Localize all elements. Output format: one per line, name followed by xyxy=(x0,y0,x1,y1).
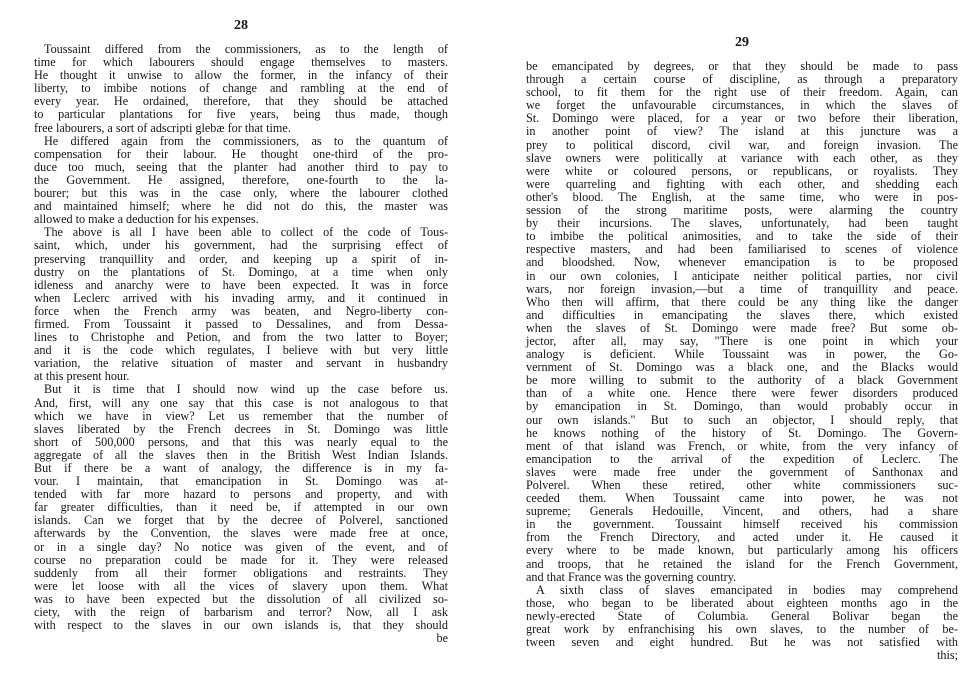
text-line: slave owners were politically at variance with each other, as they xyxy=(526,150,958,165)
text-line: with respect to the slaves in our own islands is, that they should xyxy=(34,618,448,633)
text-line: time for which labourers should engage themselves to masters. xyxy=(34,55,448,70)
page-number: 28 xyxy=(234,18,248,33)
text-line: short of 500,000 persons, and that this was nearly equal to the xyxy=(34,434,448,449)
text-line: idleness and anarchy were to have been expected. It was in force xyxy=(34,277,448,292)
text-line: saint, which, under his government, had the surprising effect of xyxy=(34,238,448,253)
text-line: be more willing to submit to the authority of a black Government xyxy=(526,373,958,388)
text-line: firmed. From Toussaint it passed to Dessalines, and from Dessa- xyxy=(34,316,448,331)
text-line: He thought it unwise to allow the former, in the infancy of their xyxy=(34,68,448,83)
text-line: from the French Directory, and acted under it. He caused it xyxy=(526,530,958,545)
text-line: to imbibe the political animosities, and to take the side of their xyxy=(526,229,958,244)
text-line: and difficulties in emancipating the slaves there, which existed xyxy=(526,307,958,322)
text-line: in the government. Toussaint himself received his commission xyxy=(526,517,958,532)
text-line: be emancipated by degrees, or that they should be made to pass xyxy=(526,59,958,73)
text-line: and maintained himself; where he did not do this, the master was xyxy=(34,199,448,214)
text-line: and that France was the governing country. xyxy=(526,569,737,584)
text-line: great work by enfranchising his own slaves, to the number of be- xyxy=(526,622,958,637)
text-line: than of a white one. Hence there were fewer disorders produced xyxy=(526,386,958,401)
page-body xyxy=(526,60,958,662)
text-line: at this present hour. xyxy=(34,369,130,384)
text-line: afterwards by the Convention, the slaves were made free at once, xyxy=(34,526,448,541)
text-line: in our own colonies, I anticipate neither political parties, nor civil xyxy=(526,268,958,283)
text-line: course no preparation could be made for it. They were released xyxy=(34,552,448,567)
text-line: far greater difficulties, than it need be, if attempted in our own xyxy=(34,500,448,515)
text-line: lines to Christophe and Petion, and from the two latter to Boyer; xyxy=(34,330,448,345)
text-line: tended with far more hazard to persons and property, and with xyxy=(34,487,448,502)
text-line: tween seven and eight hundred. But he was not satisfied with xyxy=(526,635,958,650)
text-line: analogy is deficient. While Toussaint was in power, the Go- xyxy=(526,347,958,362)
text-line: and troops, that he retained the island for the French Government, xyxy=(526,556,958,571)
text-line: be xyxy=(436,631,448,646)
text-line: other's blood. The English, at the same time, who were in pos- xyxy=(526,189,958,204)
text-line: session of the strong maritime posts, were alarming the country xyxy=(526,203,958,218)
text-line: vernment of St. Domingo was a black one, and the Blacks would xyxy=(526,360,958,375)
text-line: the Government. He assigned, therefore, one-fourth to the la- xyxy=(34,172,448,187)
text-line: emancipation to the arrival of the expedition of Leclerc. The xyxy=(526,451,958,466)
text-line: allowed to make a deduction for his expenses. xyxy=(34,212,259,227)
text-line: preserving tranquillity and order, and keeping up a spirit of in- xyxy=(34,251,448,266)
right-page xyxy=(526,0,958,699)
text-line: which we have in view? Let us remember that the number of xyxy=(34,408,448,423)
text-line: The above is all I have been able to collect of the code of Tous- xyxy=(44,225,448,240)
text-line: when Leclerc arrived with his invading army, and it continued in xyxy=(34,290,448,305)
page-body xyxy=(34,43,448,645)
text-line: variation, the relative situation of master and servant in husbandry xyxy=(34,356,448,371)
left-page xyxy=(34,0,448,699)
text-line: aggregate of all the slaves then in the British West Indian Islands. xyxy=(34,447,448,462)
text-line: ment of that island was French, or white, from the very infancy of xyxy=(526,438,958,453)
text-line: He differed again from the commissioners, as to the quantum of xyxy=(44,133,448,148)
page-number: 29 xyxy=(735,35,749,50)
text-line: force when the French army was beaten, and Negro-liberty con- xyxy=(34,303,448,318)
text-line: suddenly from all their former obligations and restraints. They xyxy=(34,565,448,580)
text-line: vour. I maintain, that emancipation in St. Domingo was at- xyxy=(34,474,448,489)
text-line: wars, nor foreign invasion,—but a time of tranquillity and peace. xyxy=(526,281,958,296)
text-line: A sixth class of slaves emancipated in bodies may comprehend xyxy=(536,582,958,597)
text-line: respective masters, and had been familiarised to scenes of violence xyxy=(526,242,958,257)
text-line: slaves were made free under the government of Santhonax and xyxy=(526,464,958,479)
text-line: compensation for their labour. He thought one-third of the pro- xyxy=(34,146,448,161)
text-line: by emancipation in St. Domingo, than would probably occur in xyxy=(526,399,958,414)
text-line: were white or coloured persons, or republicans, or royalists. They xyxy=(526,163,958,178)
text-line: ciety, with the reign of barbarism and terror? Now, all I ask xyxy=(34,605,448,620)
text-line: islands. Can we forget that by the decree of Polverel, sanctioned xyxy=(34,513,448,528)
text-line: And, first, will any one say that this case is not analogous to that xyxy=(34,395,448,410)
text-line: through a certain course of discipline, as through a preparatory xyxy=(526,72,958,87)
text-line: those, who began to be liberated about eighteen months ago in the xyxy=(526,595,958,610)
text-line: our own islands." But to such an objector, I should reply, that xyxy=(526,412,958,427)
text-line: But it is time that I should now wind up the case before us. xyxy=(44,382,448,397)
text-line: we forget the unfavourable circumstances, in which the slaves of xyxy=(526,98,958,113)
text-line: newly-erected State of Columbia. General Bolivar began the xyxy=(526,608,958,623)
text-line: duce too much, seeing that the planter had another third to pay to xyxy=(34,159,448,174)
text-line: school, to fit them for the right use of their freedom. Again, can xyxy=(526,85,958,100)
text-line: ceeded them. When Toussaint came into power, he was not xyxy=(526,491,958,506)
text-line: or in a single day? No notice was given of the event, and of xyxy=(34,539,448,554)
text-line: to particular plantations for five years, being thus made, though xyxy=(34,107,448,122)
text-line: Toussaint differed from the commissioners, as to the length of xyxy=(44,42,448,56)
text-line: every where to be made known, but particularly among his officers xyxy=(526,543,958,558)
text-line: this; xyxy=(937,648,958,663)
text-line: was to have been expected but the dissolution of all civilized so- xyxy=(34,591,448,606)
text-line: free labourers, a sort of adscripti glebæ for that time. xyxy=(34,120,291,135)
text-line: Who then will affirm, that there could be any thing like the danger xyxy=(526,294,958,309)
text-line: were quarreling and fighting with each other, and shedding each xyxy=(526,176,958,191)
text-line: dustry on the plantations of St. Domingo, at a time when only xyxy=(34,264,448,279)
text-line: every year. He ordained, therefore, that they should be attached xyxy=(34,94,448,109)
text-line: bourer; but this was in the case only, where the labourer clothed xyxy=(34,186,448,201)
text-line: Polverel. When these retired, other white commissioners suc- xyxy=(526,478,958,492)
text-line: jector, after all, may say, "There is one point in which your xyxy=(526,333,958,348)
text-line: St. Domingo were placed, for a year or two before their liberation, xyxy=(526,111,958,126)
text-line: and bloodshed. Now, whenever emancipation is to be proposed xyxy=(526,255,958,270)
text-line: prey to political discord, civil war, and foreign invasion. The xyxy=(526,137,958,152)
text-line: and it is the code which regulates, I believe with but very little xyxy=(34,343,448,358)
text-line: when the slaves of St. Domingo were made free? But some ob- xyxy=(526,320,958,335)
text-line: supreme; Generals Hedouille, Vincent, and others, had a share xyxy=(526,504,958,519)
text-line: slaves liberated by the French decrees in St. Domingo was little xyxy=(34,421,448,436)
text-line: were let loose with all the vices of slavery upon them. What xyxy=(34,578,448,593)
text-line: liberty, to imbibe notions of change and rambling at the end of xyxy=(34,81,448,96)
text-line: But if there be a want of analogy, the difference is in my fa- xyxy=(34,461,448,475)
text-line: by their incursions. The slaves, unfortunately, had been taught xyxy=(526,216,958,231)
text-line: he knows nothing of the history of St. Domingo. The Govern- xyxy=(526,425,958,440)
text-line: in another point of view? The island at this juncture was a xyxy=(526,124,958,139)
